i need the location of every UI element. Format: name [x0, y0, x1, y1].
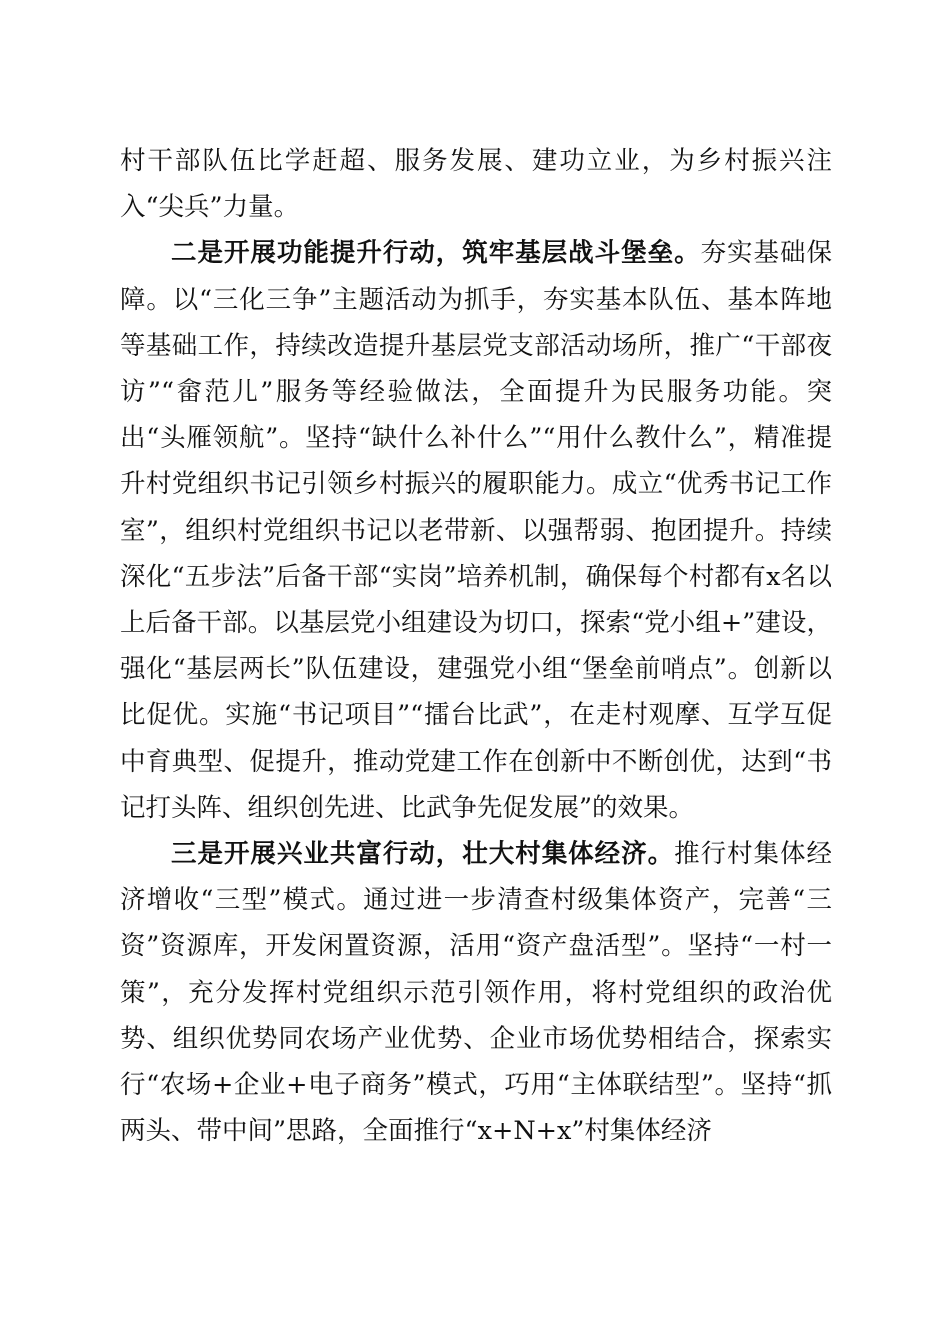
document-body [120, 138, 832, 1154]
paragraph-common-prosperity [120, 831, 832, 1154]
paragraph-lead-heading: 二是开展功能提升行动，筑牢基层战斗堡垒。 [171, 238, 701, 269]
paragraph-lead-heading: 三是开展兴业共富行动，壮大村集体经济。 [171, 839, 675, 870]
paragraph-text: 村干部队伍比学赶超、服务发展、建功立业，为乡村振兴注入“尖兵”力量。 [120, 146, 832, 223]
paragraph-continuation [120, 138, 832, 230]
paragraph-text: 推行村集体经济增收“三型”模式。通过进一步清查村级集体资产，完善“三资”资源库，开发闲置资源，活用“资产盘活型”。坚持“一村一策”，充分发挥村党组织示范引领作用，将村党组织的政治优势、组织优势同农场产业优势、企业市场优势相结合，探索实行“农场+企业+电子商务”模式，巧用“主体联结型”。坚持“抓两头、带中间”思路，全面推行“x+N+x”村集体经济 [120, 839, 832, 1147]
paragraph-function-upgrade [120, 230, 832, 831]
paragraph-text: 夯实基础保障。以“三化三争”主题活动为抓手，夯实基本队伍、基本阵地等基础工作，持续改造提升基层党支部活动场所，推广“干部夜访”“畲范儿”服务等经验做法，全面提升为民服务功能。突出“头雁领航”。坚持“缺什么补什么”“用什么教什么”，精准提升村党组织书记引领乡村振兴的履职能力。成立“优秀书记工作室”，组织村党组织书记以老带新、以强帮弱、抱团提升。持续深化“五步法”后备干部“实岗”培养机制，确保每个村都有x名以上后备干部。以基层党小组建设为切口，探索“党小组+”建设，强化“基层两长”队伍建设，建强党小组“堡垒前哨点”。创新以比促优。实施“书记项目”“擂台比武”，在走村观摩、互学互促中育典型、促提升，推动党建工作在创新中不断创优，达到“书记打头阵、组织创先进、比武争先促发展”的效果。 [120, 238, 832, 823]
